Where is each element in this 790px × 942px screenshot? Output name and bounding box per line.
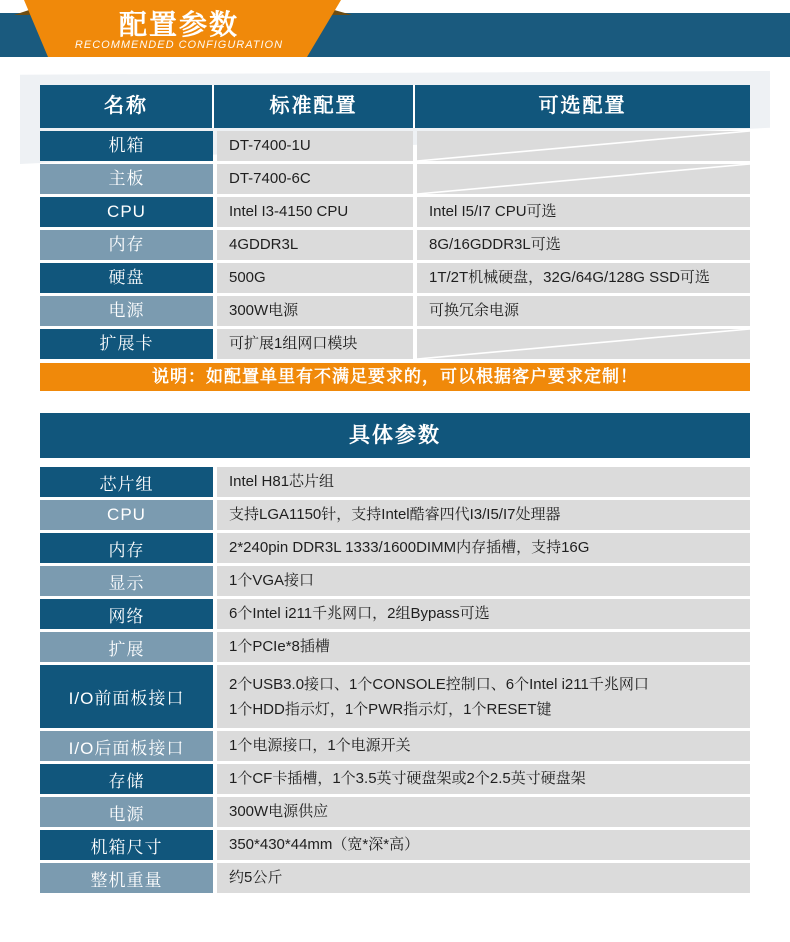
spec-value-line: 1个HDD指示灯，1个PWR指示灯，1个RESET键 <box>229 701 552 718</box>
spec-row <box>40 665 750 728</box>
config-row <box>40 329 750 359</box>
spec-row-label: 电源 <box>40 797 213 827</box>
optional-config-cell: 可换冗余电源 <box>417 296 750 326</box>
optional-config-cell <box>417 131 750 161</box>
spec-value-line: 350*430*44mm（宽*深*高） <box>229 836 420 853</box>
spec-row-label: 整机重量 <box>40 863 213 893</box>
standard-config-cell: 可扩展1组网口模块 <box>217 329 413 359</box>
spec-row <box>40 830 750 860</box>
banner-ribbon <box>0 0 360 58</box>
spec-value-line: 1个PCIe*8插槽 <box>229 638 330 655</box>
spec-row-value <box>217 830 750 860</box>
config-row-label: 主板 <box>40 164 213 194</box>
optional-config-cell: 8G/16GDDR3L可选 <box>417 230 750 260</box>
config-row <box>40 197 750 227</box>
standard-config-cell: 4GDDR3L <box>217 230 413 260</box>
spec-value-line: 约5公斤 <box>229 869 283 886</box>
spec-value-line: 300W电源供应 <box>229 803 329 820</box>
column-header-optional: 可选配置 <box>415 85 750 128</box>
config-table-rows <box>40 131 750 362</box>
custom-note-bar: 说明：如配置单里有不满足要求的，可以根据客户要求定制！ <box>40 363 750 391</box>
spec-row <box>40 533 750 563</box>
standard-config-cell: DT-7400-1U <box>217 131 413 161</box>
config-row <box>40 230 750 260</box>
spec-row <box>40 566 750 596</box>
spec-row-value <box>217 632 750 662</box>
spec-value-line: 2个USB3.0接口、1个CONSOLE控制口、6个Intel i211千兆网口 <box>229 676 649 693</box>
empty-cell-slash-icon <box>417 131 750 161</box>
optional-config-cell: 1T/2T机械硬盘，32G/64G/128G SSD可选 <box>417 263 750 293</box>
spec-row-value <box>217 665 750 728</box>
spec-row-value <box>217 797 750 827</box>
config-row-label: 电源 <box>40 296 213 326</box>
spec-value-line: 支持LGA1150针，支持Intel酷睿四代I3/I5/I7处理器 <box>229 506 561 523</box>
detail-section-title: 具体参数 <box>40 413 750 458</box>
config-row-label: CPU <box>40 197 213 227</box>
standard-config-cell: Intel I3-4150 CPU <box>217 197 413 227</box>
spec-row <box>40 863 750 893</box>
config-row <box>40 164 750 194</box>
spec-row-label: 存储 <box>40 764 213 794</box>
detail-table-rows <box>40 467 750 896</box>
standard-config-cell: 300W电源 <box>217 296 413 326</box>
config-table-header <box>40 85 750 128</box>
column-header-standard: 标准配置 <box>214 85 415 128</box>
spec-row-value <box>217 467 750 497</box>
empty-cell-slash-icon <box>417 329 750 359</box>
config-row <box>40 131 750 161</box>
spec-value-line: Intel H81芯片组 <box>229 473 335 490</box>
spec-row-value <box>217 566 750 596</box>
spec-value-line: 1个电源接口，1个电源开关 <box>229 737 411 754</box>
config-row-label: 机箱 <box>40 131 213 161</box>
spec-row-value <box>217 731 750 761</box>
spec-row-label: 芯片组 <box>40 467 213 497</box>
page-title: 配置参数 <box>118 9 239 40</box>
spec-row <box>40 632 750 662</box>
optional-config-cell: Intel I5/I7 CPU可选 <box>417 197 750 227</box>
spec-row <box>40 599 750 629</box>
spec-row-label: 机箱尺寸 <box>40 830 213 860</box>
column-header-name: 名称 <box>40 85 214 128</box>
spec-row-label: 内存 <box>40 533 213 563</box>
config-row-label: 扩展卡 <box>40 329 213 359</box>
spec-row-value <box>217 764 750 794</box>
optional-config-cell <box>417 329 750 359</box>
spec-row <box>40 467 750 497</box>
spec-value-line: 1个VGA接口 <box>229 572 315 589</box>
config-row-label: 硬盘 <box>40 263 213 293</box>
empty-cell-slash-icon <box>417 164 750 194</box>
spec-row-value <box>217 863 750 893</box>
spec-row <box>40 731 750 761</box>
optional-config-cell <box>417 164 750 194</box>
spec-row-value <box>217 599 750 629</box>
spec-row-label: CPU <box>40 500 213 530</box>
spec-row <box>40 764 750 794</box>
spec-row-label: I/O后面板接口 <box>40 731 213 761</box>
page-subtitle: RECOMMENDED CONFIGURATION <box>74 39 284 51</box>
config-row <box>40 296 750 326</box>
spec-value-line: 6个Intel i211千兆网口，2组Bypass可选 <box>229 605 490 622</box>
spec-row-label: 扩展 <box>40 632 213 662</box>
spec-row <box>40 500 750 530</box>
config-row <box>40 263 750 293</box>
spec-row-label: 显示 <box>40 566 213 596</box>
spec-row-value <box>217 500 750 530</box>
standard-config-cell: DT-7400-6C <box>217 164 413 194</box>
spec-row-label: I/O前面板接口 <box>40 665 213 728</box>
standard-config-cell: 500G <box>217 263 413 293</box>
config-row-label: 内存 <box>40 230 213 260</box>
spec-value-line: 2*240pin DDR3L 1333/1600DIMM内存插槽，支持16G <box>229 539 590 556</box>
spec-row-label: 网络 <box>40 599 213 629</box>
spec-row <box>40 797 750 827</box>
spec-value-line: 1个CF卡插槽，1个3.5英寸硬盘架或2个2.5英寸硬盘架 <box>229 770 586 787</box>
spec-row-value <box>217 533 750 563</box>
